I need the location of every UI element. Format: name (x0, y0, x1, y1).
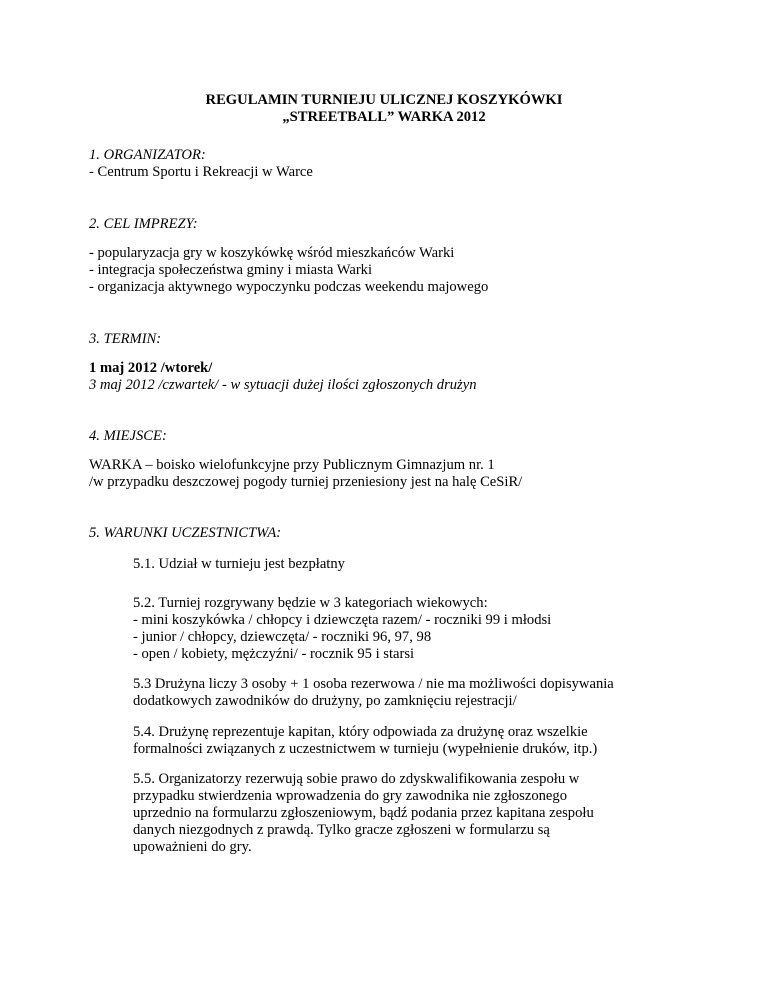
section-5-2-category: - junior / chłopcy, dziewczęta/ - roczniki 96, 97, 98 (133, 629, 432, 645)
section-5-1-text: 5.1. Udział w turnieju jest bezpłatny (133, 556, 345, 572)
section-5-heading: 5. WARUNKI UCZESTNICTWA: (89, 525, 282, 541)
section-5-5-text: uprzednio na formularzu zgłoszeniowym, bądź podania przez kapitana zespołu (133, 805, 594, 821)
section-5-4-text: 5.4. Drużynę reprezentuje kapitan, który odpowiada za drużynę oraz wszelkie (133, 724, 588, 740)
section-5-2-text: 5.2. Turniej rozgrywany będzie w 3 kategoriach wiekowych: (133, 595, 488, 611)
section-2-item: - popularyzacja gry w koszykówkę wśród mieszkańców Warki (89, 245, 455, 261)
section-1-heading: 1. ORGANIZATOR: (89, 147, 206, 163)
section-2-item: - organizacja aktywnego wypoczynku podczas weekendu majowego (89, 279, 489, 295)
section-3-alt-date: 3 maj 2012 /czwartek/ - w sytuacji dużej ilości zgłoszonych drużyn (89, 377, 477, 393)
section-5-3-text: dodatkowych zawodników do drużyny, po zamknięciu rejestracji/ (133, 693, 517, 709)
section-4-heading: 4. MIEJSCE: (89, 428, 167, 444)
section-2-heading: 2. CEL IMPREZY: (89, 216, 198, 232)
section-5-4-text: formalności związanych z uczestnictwem w turnieju (wypełnienie druków, itp.) (133, 741, 598, 757)
section-5-2-category: - mini koszykówka / chłopcy i dziewczęta razem/ - roczniki 99 i młodsi (133, 612, 552, 628)
section-3-heading: 3. TERMIN: (89, 331, 162, 347)
section-5-5-text: 5.5. Organizatorzy rezerwują sobie prawo do zdyskwalifikowania zespołu w (133, 771, 580, 787)
section-5-5-text: przypadku stwierdzenia wprowadzenia do gry zawodnika nie zgłoszonego (133, 788, 568, 804)
section-5-2-category: - open / kobiety, mężczyźni/ - rocznik 95 i starsi (133, 646, 415, 662)
document-title-line-2: „STREETBALL” WARKA 2012 (282, 109, 486, 125)
document-title-line-1: REGULAMIN TURNIEJU ULICZNEJ KOSZYKÓWKI (205, 92, 563, 108)
section-5-5-text: danych niezgodnych z prawdą. Tylko gracze zgłoszeni w formularzu są (133, 822, 550, 838)
section-4-text: WARKA – boisko wielofunkcyjne przy Publicznym Gimnazjum nr. 1 (89, 457, 495, 473)
section-1-text: - Centrum Sportu i Rekreacji w Warce (89, 164, 313, 180)
section-3-main-date: 1 maj 2012 /wtorek/ (89, 360, 213, 376)
section-4-text: /w przypadku deszczowej pogody turniej przeniesiony jest na halę CeSiR/ (89, 474, 523, 490)
section-5-5-text: upoważnieni do gry. (133, 839, 252, 855)
section-5-3-text: 5.3 Drużyna liczy 3 osoby + 1 osoba rezerwowa / nie ma możliwości dopisywania (133, 676, 614, 692)
section-2-item: - integracja społeczeństwa gminy i miasta Warki (89, 262, 373, 278)
